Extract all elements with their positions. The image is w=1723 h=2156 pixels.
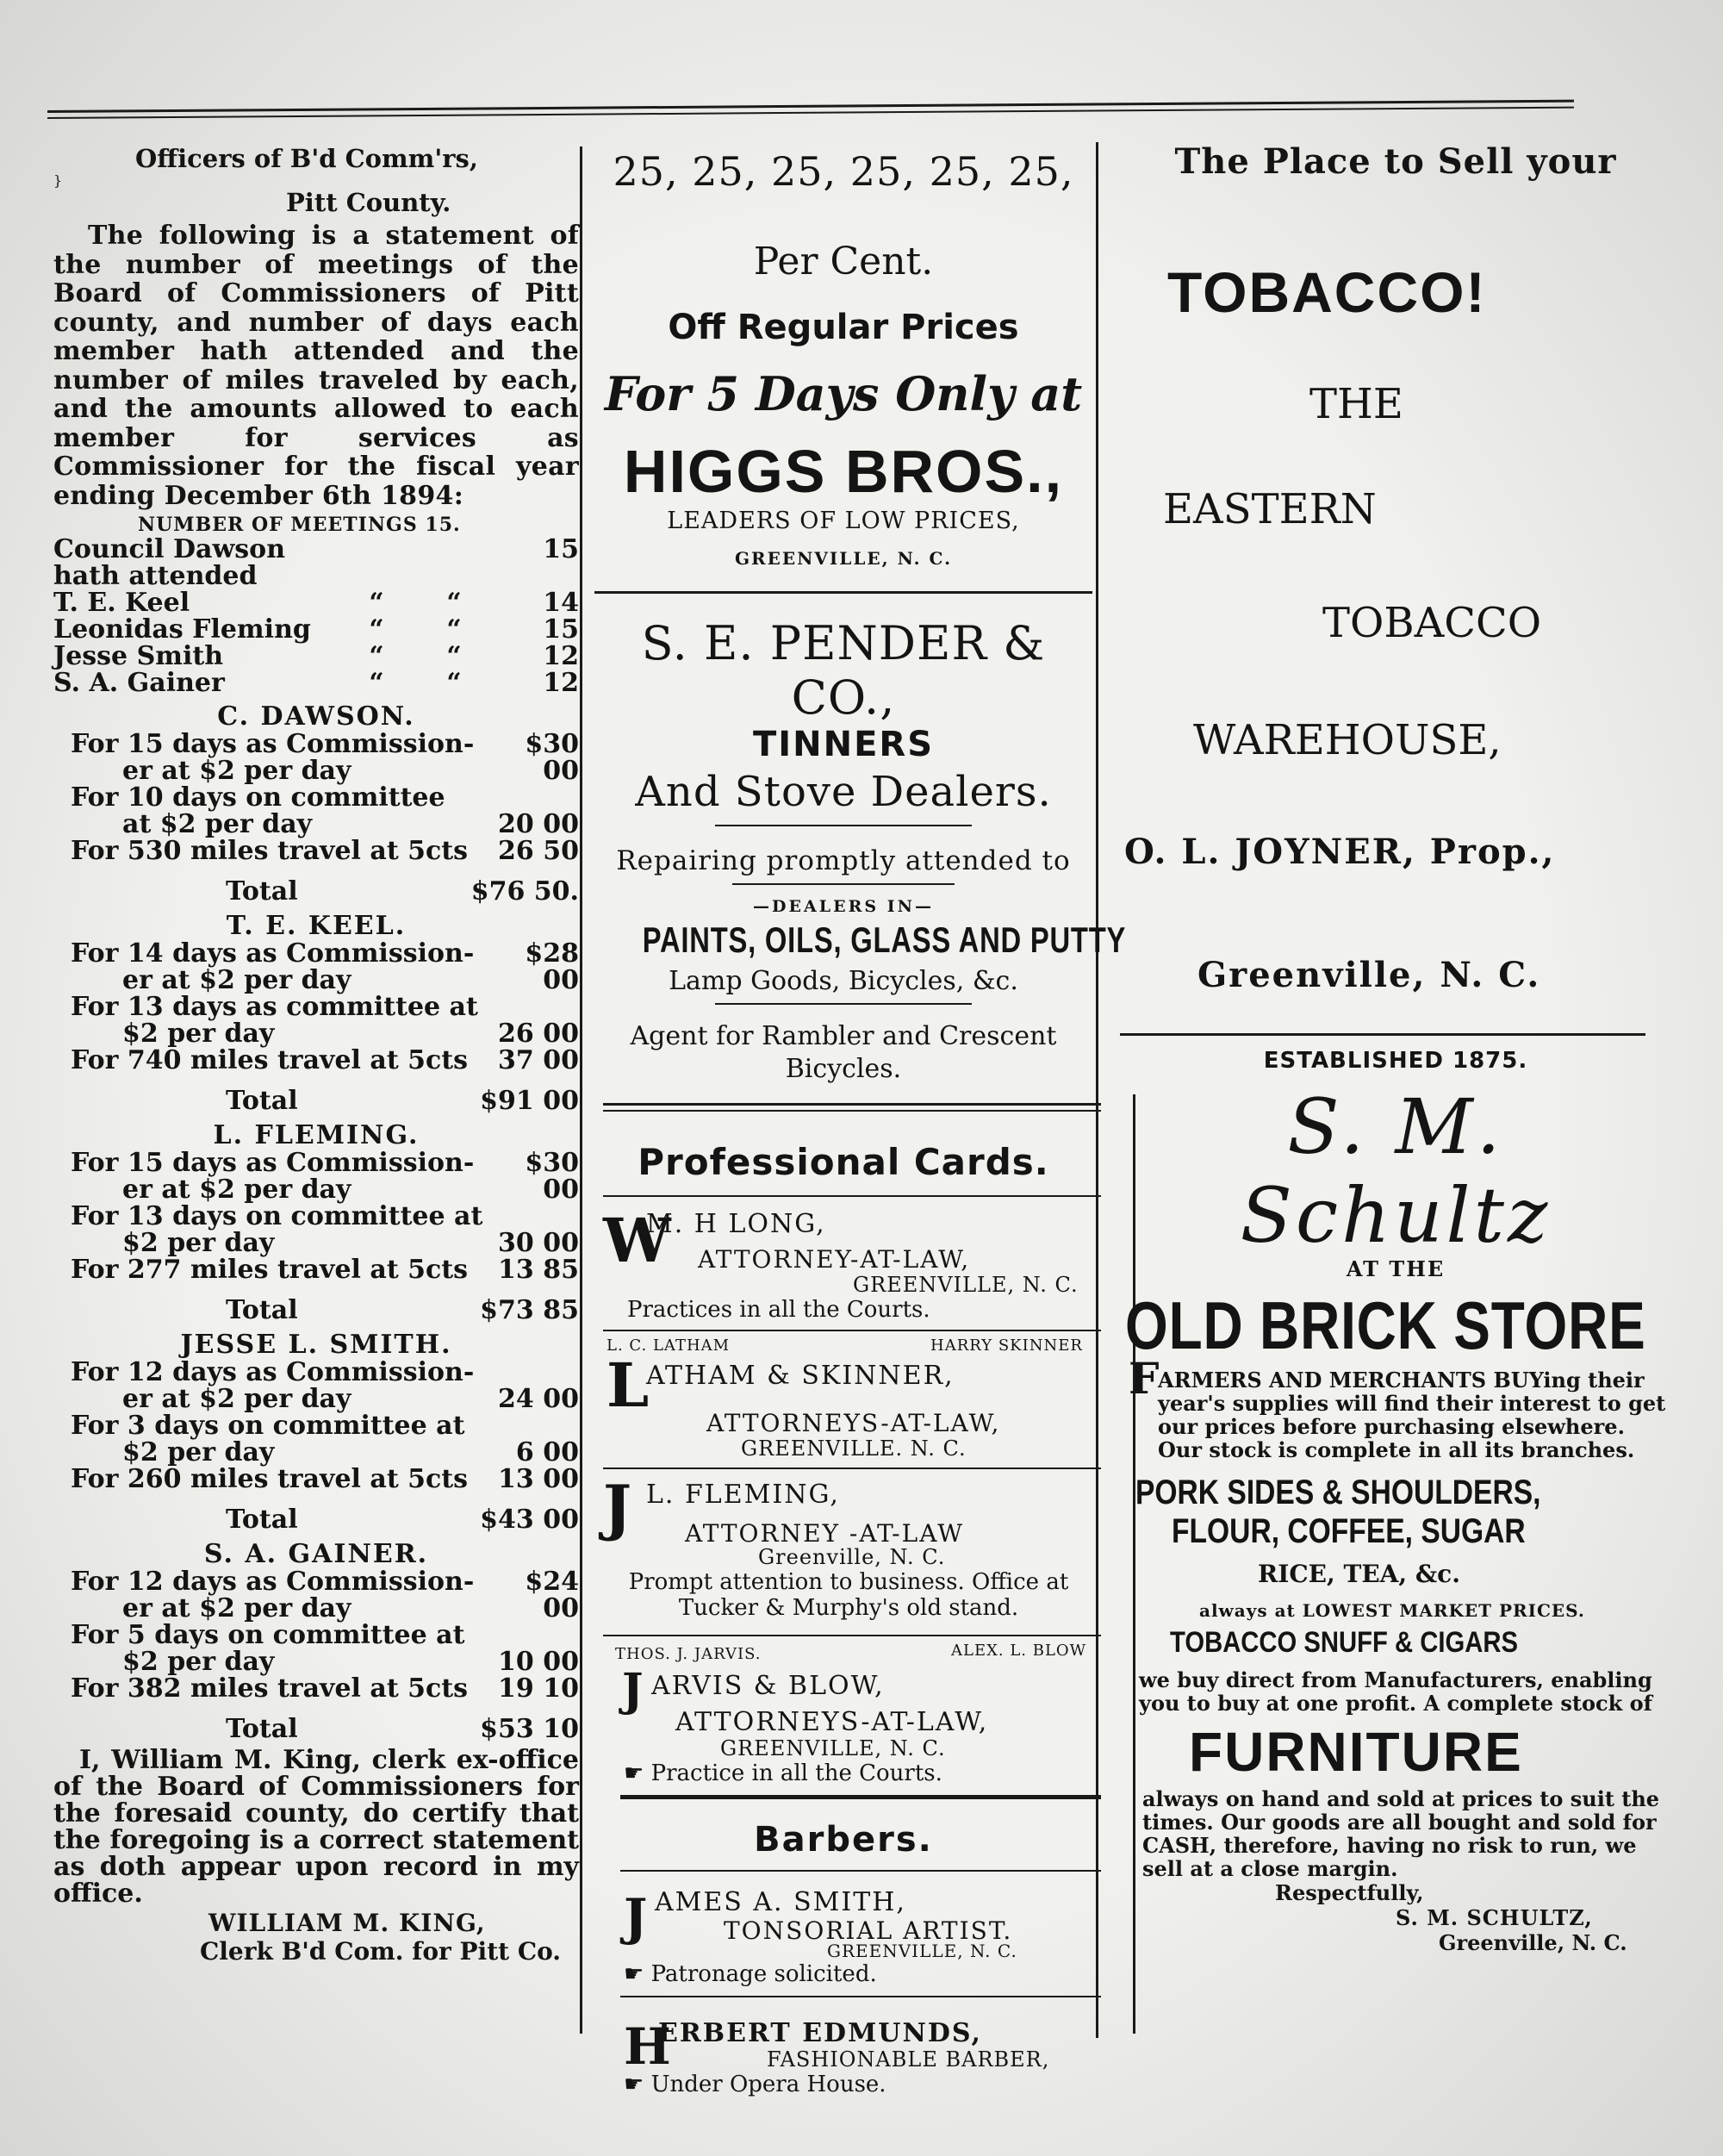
total-amount: $73 85 xyxy=(480,1295,579,1325)
card-edmunds xyxy=(586,1997,1101,2097)
entry-description: For 530 miles travel at 5cts xyxy=(71,836,469,866)
attendance-days: 14 xyxy=(543,588,579,618)
established: ESTABLISHED 1875. xyxy=(1263,1048,1528,1074)
card-smith xyxy=(586,1872,1101,1992)
total-label: Total xyxy=(226,1295,298,1325)
entry-amount: $28 00 xyxy=(525,938,579,995)
statement-entry xyxy=(53,1359,579,1412)
entry-description: For 13 days on committee at $2 per day xyxy=(71,1201,483,1258)
member-total xyxy=(53,1297,579,1324)
statement-entry xyxy=(53,838,579,864)
entry-amount: 19 10 xyxy=(498,1673,579,1704)
attendance-name: Jesse Smith xyxy=(53,641,224,671)
total-amount: $53 10 xyxy=(480,1714,579,1744)
ditto-mark: “ xyxy=(369,668,384,698)
warehouse-city: Greenville, N. C. xyxy=(1197,955,1541,995)
rice-tea: RICE, TEA, &c. xyxy=(1258,1560,1460,1588)
divider xyxy=(1120,1033,1645,1036)
column-rule-1 xyxy=(580,146,582,2034)
member-statement xyxy=(53,1122,579,1324)
statement-entry xyxy=(53,1412,579,1466)
farmers-paragraph: F ARMERS AND MERCHANTS BUYing their year's supplies will find their interest to get our prices before purchasing elsewhere. Our stock is complete in all its branches. xyxy=(1129,1353,1666,1462)
attendance-name: Leonidas Fleming xyxy=(53,614,311,645)
entry-amount: 26 50 xyxy=(498,836,579,866)
statement-entry xyxy=(53,784,579,838)
column-tobacco-schultz xyxy=(1120,141,1671,1955)
member-name: T. E. KEEL. xyxy=(226,911,407,941)
off-regular-prices: Off Regular Prices xyxy=(668,308,1019,347)
certification: I, William M. King, clerk ex-office of the Board of Commissioners for the foresaid county, do certify that the foregoing is a correct statement as doth appear upon record in my office. xyxy=(53,1745,579,1909)
card-latham xyxy=(586,1331,1101,1461)
total-label: Total xyxy=(226,1714,298,1744)
place-to-sell: The Place to Sell your xyxy=(1174,141,1617,182)
total-amount: $91 00 xyxy=(480,1086,579,1116)
member-statements xyxy=(53,703,579,1743)
entry-description: For 12 days as Commission- er at $2 per day xyxy=(71,1357,475,1414)
old-brick-store: OLD BRICK STORE xyxy=(1125,1287,1646,1363)
statement-entry xyxy=(53,1203,579,1256)
card-note: Prompt attention to business. Office at Tucker & Murphy's old stand. xyxy=(628,1569,1069,1621)
card-jarvis xyxy=(586,1636,1101,1800)
card-fleming xyxy=(586,1469,1101,1633)
card-title: ATTORNEYS-AT-LAW, xyxy=(706,1409,1001,1437)
pender-name: S. E. PENDER & CO., xyxy=(641,616,1046,725)
dropcap: H xyxy=(624,2017,671,2076)
attendance-row xyxy=(53,536,579,589)
member-name: L. FLEMING. xyxy=(213,1120,420,1150)
header-brace: } xyxy=(53,172,63,189)
entry-amount: 26 00 xyxy=(498,1019,579,1049)
attendance-name: Council Dawson hath attended xyxy=(53,534,286,591)
header-line-1: Officers of B'd Comm'rs, xyxy=(135,144,478,173)
card-city: GREENVILLE. N. C. xyxy=(741,1436,967,1461)
entry-amount: 13 00 xyxy=(498,1464,579,1494)
flour-coffee: FLOUR, COFFEE, SUGAR xyxy=(1172,1512,1526,1550)
statement-entry xyxy=(53,731,579,784)
ditto-mark: “ xyxy=(446,614,462,645)
entry-description: For 382 miles travel at 5cts xyxy=(71,1673,469,1704)
entry-amount: $24 00 xyxy=(525,1567,579,1623)
card-long xyxy=(586,1197,1101,1326)
divider xyxy=(603,1103,1101,1106)
header-line-2: Pitt County. xyxy=(286,188,451,217)
member-total xyxy=(53,1087,579,1115)
entry-amount: 37 00 xyxy=(498,1045,579,1075)
buy-direct: we buy direct from Manufacturers, enabling you to buy at one profit. A complete stock of xyxy=(1139,1667,1652,1716)
total-label: Total xyxy=(226,1505,298,1535)
dropcap: F xyxy=(1129,1353,1160,1404)
attendance-row xyxy=(53,670,579,696)
card-title: ATTORNEY-AT-LAW, xyxy=(698,1245,971,1274)
card-note: ☛ Patronage solicited. xyxy=(624,1961,877,1987)
attendance-name: T. E. Keel xyxy=(53,588,190,618)
joyner-prop: O. L. JOYNER, Prop., xyxy=(1124,832,1556,872)
ditto-mark xyxy=(338,536,415,589)
card-name: ATHAM & SKINNER, xyxy=(646,1361,955,1391)
pointing-hand-icon: ☛ xyxy=(624,2072,644,2097)
entry-description: For 10 days on committee at $2 per day xyxy=(71,782,445,839)
barbers-heading: Barbers. xyxy=(754,1820,933,1860)
ditto-mark xyxy=(415,536,493,589)
member-total xyxy=(53,1506,579,1534)
entry-amount: 6 00 xyxy=(515,1437,579,1467)
attendance-days: 15 xyxy=(543,614,579,645)
entry-description: For 740 miles travel at 5cts xyxy=(71,1045,469,1075)
entry-description: For 5 days on committee at $2 per day xyxy=(71,1620,465,1677)
statement-entry xyxy=(53,1622,579,1675)
statement-entry xyxy=(53,1675,579,1702)
entry-description: For 260 miles travel at 5cts xyxy=(71,1464,469,1494)
divider xyxy=(715,1003,972,1005)
ditto-mark: “ xyxy=(446,668,462,698)
higgs-city: GREENVILLE, N. C. xyxy=(734,548,953,569)
card-name: ERBERT EDMUNDS, xyxy=(658,2018,982,2048)
entry-description: For 12 days as Commission- er at $2 per day xyxy=(71,1567,475,1623)
entry-amount: 30 00 xyxy=(498,1228,579,1258)
card-name: AMES A. SMITH, xyxy=(655,1887,906,1917)
card-name: ARVIS & BLOW, xyxy=(651,1671,885,1701)
dropcap: W xyxy=(603,1205,671,1276)
signature: WILLIAM M. KING, xyxy=(208,1909,486,1937)
member-name: S. A. GAINER. xyxy=(203,1539,429,1569)
repairing: Repairing promptly attended to xyxy=(616,845,1071,876)
statement-entry xyxy=(53,940,579,994)
entry-description: For 15 days as Commission- er at $2 per day xyxy=(71,1148,475,1205)
meetings-title: NUMBER OF MEETINGS 15. xyxy=(138,514,461,536)
total-amount: $76 50. xyxy=(470,876,579,907)
signature-title: Clerk B'd Com. for Pitt Co. xyxy=(200,1937,562,1966)
entry-amount: $30 00 xyxy=(525,1148,579,1205)
member-total xyxy=(53,878,579,906)
attendance-name: S. A. Gainer xyxy=(53,668,225,698)
dropcap: J xyxy=(622,1664,644,1717)
column-advertisements xyxy=(586,145,1127,2097)
total-label: Total xyxy=(226,1086,298,1116)
card-title: FASHIONABLE BARBER, xyxy=(767,2047,1050,2072)
schultz-city: Greenville, N. C. xyxy=(1439,1930,1627,1955)
pork-sides: PORK SIDES & SHOULDERS, xyxy=(1135,1474,1541,1511)
attendance-days: 15 xyxy=(543,534,579,564)
divider xyxy=(732,883,955,885)
tinners: TINNERS xyxy=(752,725,935,764)
attendance-list xyxy=(53,536,579,696)
card-note: ☛ Practice in all the Courts. xyxy=(624,1760,942,1786)
furniture: FURNITURE xyxy=(1189,1721,1523,1783)
divider xyxy=(715,825,972,826)
entry-description: For 15 days as Commission- er at $2 per day xyxy=(71,729,475,786)
statement-entry xyxy=(53,1150,579,1203)
member-statement xyxy=(53,1541,579,1743)
statement-entry xyxy=(53,1256,579,1283)
card-title: ATTORNEYS-AT-LAW, xyxy=(675,1707,989,1737)
ditto-mark: “ xyxy=(369,614,384,645)
card-name: M. H LONG, xyxy=(646,1209,826,1239)
attendance-days: 12 xyxy=(543,641,579,671)
member-name: C. DAWSON. xyxy=(217,701,415,732)
card-city: GREENVILLE, N. C. xyxy=(853,1273,1079,1297)
dropcap: J xyxy=(603,1472,632,1543)
lamp-goods: Lamp Goods, Bicycles, &c. xyxy=(669,966,1018,996)
card-left-name: THOS. J. JARVIS. xyxy=(615,1645,762,1663)
ditto-mark: “ xyxy=(446,641,462,671)
card-title: TONSORIAL ARTIST. xyxy=(724,1916,1013,1945)
entry-amount: 24 00 xyxy=(498,1384,579,1414)
entry-amount: 13 85 xyxy=(498,1255,579,1285)
schultz-signature: S. M. SCHULTZ, xyxy=(1396,1905,1593,1930)
on-hand-paragraph: always on hand and sold at prices to suit the times. Our goods are all bought and sold for CASH, therefore, having no risk to run, we sell at a close margin. xyxy=(1142,1786,1660,1881)
divider xyxy=(594,591,1092,594)
divider xyxy=(603,1110,1101,1112)
eastern-label: EASTERN xyxy=(1163,485,1377,533)
entry-amount: $30 00 xyxy=(525,729,579,786)
column-commissioners xyxy=(53,145,579,1966)
tobacco-label: TOBACCO xyxy=(1322,599,1542,647)
attendance-row xyxy=(53,589,579,616)
card-right-name: HARRY SKINNER xyxy=(930,1337,1083,1355)
the-label: THE xyxy=(1309,380,1403,428)
higgs-bros: HIGGS BROS., xyxy=(623,438,1064,505)
paints-oils: PAINTS, OILS, GLASS AND PUTTY xyxy=(642,919,1127,960)
member-statement xyxy=(53,913,579,1115)
ditto-mark: “ xyxy=(369,641,384,671)
entry-description: For 3 days on committee at $2 per day xyxy=(71,1411,465,1467)
dropcap: L xyxy=(606,1349,650,1421)
professional-cards-heading: Professional Cards. xyxy=(638,1141,1049,1183)
pointing-hand-icon: ☛ xyxy=(624,1961,644,1987)
entry-amount: 10 00 xyxy=(498,1647,579,1677)
attendance-row xyxy=(53,643,579,670)
member-statement xyxy=(53,703,579,906)
card-name: L. FLEMING, xyxy=(646,1480,840,1510)
agent-bicycles: Agent for Rambler and Crescent Bicycles. xyxy=(630,1021,1057,1084)
card-title: ATTORNEY -AT-LAW xyxy=(685,1519,965,1548)
five-days-only: For 5 Days Only at xyxy=(604,366,1083,421)
tobacco-snuff: TOBACCO SNUFF & CIGARS xyxy=(1170,1626,1518,1659)
ditto-mark: “ xyxy=(446,588,462,618)
lowest-prices: always at LOWEST MARKET PRICES. xyxy=(1199,1600,1585,1621)
leaders-low-prices: LEADERS OF LOW PRICES, xyxy=(667,508,1020,534)
intro-paragraph: The following is a statement of the number of meetings of the Board of Commissioners of Pitt county, and number of days each member hath attended and the number of miles traveled by each, and the amounts allowed to each member for services as Commissioner for the fiscal year ending December 6th 1894: xyxy=(53,221,579,511)
tobacco-headline: TOBACCO! xyxy=(1167,260,1487,324)
member-statement xyxy=(53,1331,579,1534)
schultz-script: S. M. Schultz xyxy=(1240,1082,1552,1260)
card-city: Greenville, N. C. xyxy=(758,1545,946,1569)
entry-description: For 13 days as committee at $2 per day xyxy=(71,992,478,1049)
statement-entry xyxy=(53,1568,579,1622)
card-city: GREENVILLE, N. C. xyxy=(827,1941,1017,1961)
attendance-row xyxy=(53,616,579,643)
percent-label: Per Cent. xyxy=(753,240,934,284)
card-note: ☛ Under Opera House. xyxy=(624,2072,886,2097)
percent-row: 25, 25, 25, 25, 25, 25, xyxy=(613,148,1074,195)
statement-entry xyxy=(53,1466,579,1492)
member-name: JESSE L. SMITH. xyxy=(180,1330,452,1360)
warehouse-label: WAREHOUSE, xyxy=(1193,716,1502,764)
card-left-name: L. C. LATHAM xyxy=(606,1337,731,1355)
stove-dealers: And Stove Dealers. xyxy=(635,768,1052,816)
entry-description: For 277 miles travel at 5cts xyxy=(71,1255,469,1285)
statement-entry xyxy=(53,994,579,1047)
total-label: Total xyxy=(226,876,298,907)
attendance-days: 12 xyxy=(543,668,579,698)
dropcap: J xyxy=(624,1888,648,1947)
member-total xyxy=(53,1716,579,1743)
card-note: Practices in all the Courts. xyxy=(627,1297,930,1323)
at-the: AT THE xyxy=(1346,1256,1446,1281)
pointing-hand-icon: ☛ xyxy=(624,1760,644,1786)
dealers-in: —DEALERS IN— xyxy=(753,897,934,916)
card-city: GREENVILLE, N. C. xyxy=(720,1736,946,1760)
ditto-mark: “ xyxy=(369,588,384,618)
total-amount: $43 00 xyxy=(480,1505,579,1535)
respectfully: Respectfully, xyxy=(1275,1880,1424,1905)
entry-description: For 14 days as Commission- er at $2 per day xyxy=(71,938,475,995)
entry-amount: 20 00 xyxy=(498,809,579,839)
card-right-name: ALEX. L. BLOW xyxy=(951,1642,1087,1660)
statement-entry xyxy=(53,1047,579,1074)
